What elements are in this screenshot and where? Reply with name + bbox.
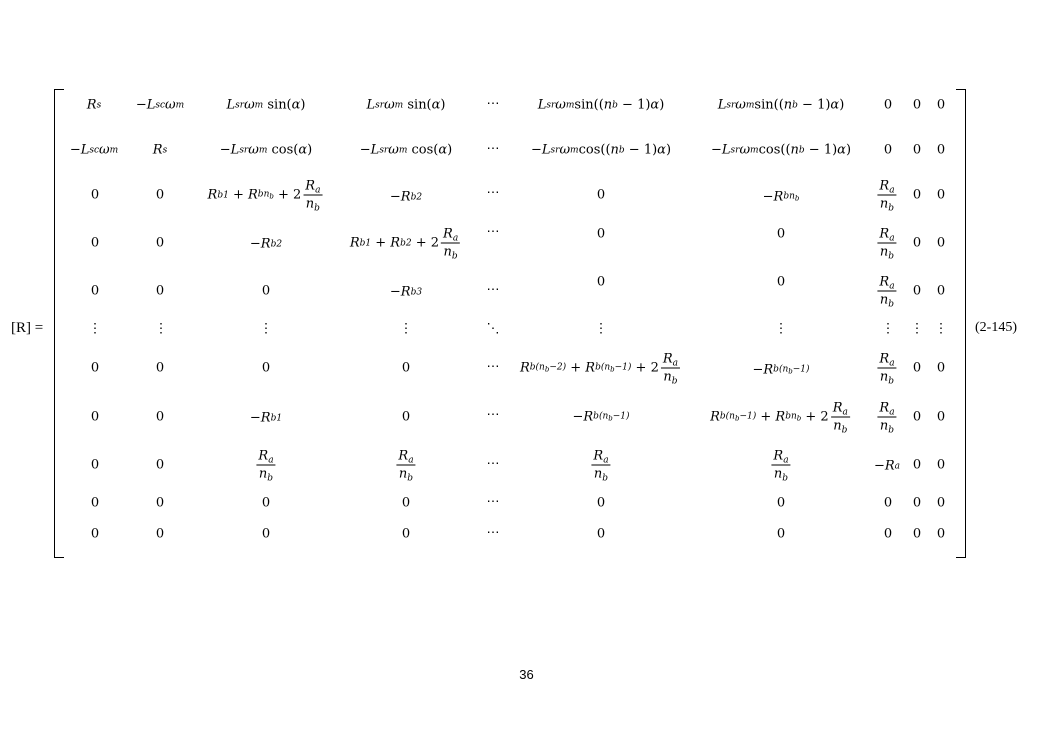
cell-r4-c7: 0 — [776, 226, 786, 242]
cell-r2-c5: ⋯ — [486, 141, 500, 157]
cell-r1-c6: L sr ω m sin(( n b − 1) α ) — [537, 97, 665, 113]
cell-r11-c1: 0 — [90, 526, 100, 542]
cell-r6-c10: ⋮ — [934, 321, 948, 337]
cell-r2-c1: − L sc ω m — [69, 142, 119, 158]
cell-r8-c8: $\frac{R_a}{n_b}$ — [879, 400, 895, 436]
matrix-label — [11, 320, 43, 337]
cell-r9-c5: ⋯ — [486, 456, 500, 472]
cell-r6-c3: ⋮ — [259, 321, 273, 337]
cell-r10-c1: 0 — [90, 495, 100, 511]
cell-r4-c3: − R b2 — [249, 236, 283, 252]
cell-r1-c1: R s — [86, 97, 102, 113]
cell-r4-c4: R b1 + R b2 + 2 $\frac{R_a}{n_b}$ — [349, 226, 459, 262]
cell-r10-c9: 0 — [912, 495, 922, 511]
lhs-text: [R] = — [11, 320, 44, 336]
cell-r6-c6: ⋮ — [594, 321, 608, 337]
cell-r1-c7: L sr ω m sin(( n b − 1) α ) — [717, 97, 845, 113]
cell-r2-c7: − L sr ω m cos(( n b − 1) α ) — [710, 142, 852, 158]
cell-r11-c8: 0 — [883, 526, 893, 542]
cell-r7-c8: $\frac{R_a}{n_b}$ — [879, 351, 895, 387]
cell-r3-c8: $\frac{R_a}{n_b}$ — [879, 178, 895, 214]
cell-r2-c3: − L sr ω m cos( α ) — [219, 142, 313, 158]
cell-r5-c8: $\frac{R_a}{n_b}$ — [879, 274, 895, 310]
cell-r2-c10: 0 — [936, 142, 946, 158]
cell-r8-c2: 0 — [155, 409, 165, 425]
cell-r8-c7: R $b(n_b-1)$ + R $bn_b$ + 2 $\frac{R_a}{n_b}$ — [710, 400, 848, 436]
cell-r4-c1: 0 — [90, 235, 100, 251]
cell-r1-c9: 0 — [912, 97, 922, 113]
cell-r8-c9: 0 — [912, 409, 922, 425]
cell-r8-c6: − R $b(n_b-1)$ — [572, 409, 630, 425]
cell-r10-c8: 0 — [883, 495, 893, 511]
cell-r5-c1: 0 — [90, 283, 100, 299]
cell-r5-c9: 0 — [912, 283, 922, 299]
cell-r9-c2: 0 — [155, 457, 165, 473]
cell-r11-c7: 0 — [776, 526, 786, 542]
cell-r6-c8: ⋮ — [881, 321, 895, 337]
page-number: 36 — [519, 667, 534, 682]
cell-r6-c7: ⋮ — [774, 321, 788, 337]
cell-r6-c2: ⋮ — [154, 321, 168, 337]
cell-r2-c9: 0 — [912, 142, 922, 158]
cell-r3-c6: 0 — [596, 187, 606, 203]
cell-r3-c4: − R b2 — [389, 189, 423, 205]
cell-r10-c2: 0 — [155, 495, 165, 511]
cell-r11-c3: 0 — [261, 526, 271, 542]
cell-r9-c4: $\frac{R_a}{n_b}$ — [398, 448, 414, 484]
cell-r8-c5: ⋯ — [486, 407, 500, 423]
cell-r10-c6: 0 — [596, 495, 606, 511]
cell-r9-c7: $\frac{R_a}{n_b}$ — [773, 448, 789, 484]
cell-r6-c1: ⋮ — [88, 321, 102, 337]
cell-r7-c6: R $b(n_b-2)$ + R $b(n_b-1)$ + 2 $\frac{R_a}{n_b}$ — [519, 351, 679, 387]
cell-r5-c4: − R b3 — [389, 284, 423, 300]
cell-r11-c4: 0 — [401, 526, 411, 542]
cell-r2-c8: 0 — [883, 142, 893, 158]
cell-r4-c6: 0 — [596, 226, 606, 242]
cell-r8-c1: 0 — [90, 409, 100, 425]
cell-r9-c6: $\frac{R_a}{n_b}$ — [593, 448, 609, 484]
cell-r4-c2: 0 — [155, 235, 165, 251]
cell-r9-c9: 0 — [912, 457, 922, 473]
cell-r11-c5: ⋯ — [486, 525, 500, 541]
cell-r3-c7: − R $bn_b$ — [762, 189, 800, 205]
cell-r5-c3: 0 — [261, 283, 271, 299]
cell-r1-c2: − L sc ω m — [135, 97, 185, 113]
cell-r11-c6: 0 — [596, 526, 606, 542]
cell-r4-c10: 0 — [936, 235, 946, 251]
cell-r10-c10: 0 — [936, 495, 946, 511]
cell-r9-c8: − R a — [873, 458, 901, 474]
cell-r7-c7: − R $b(n_b-1)$ — [752, 362, 810, 378]
cell-r7-c4: 0 — [401, 360, 411, 376]
cell-r11-c10: 0 — [936, 526, 946, 542]
cell-r6-c4: ⋮ — [399, 321, 413, 337]
cell-r8-c3: − R b1 — [249, 410, 283, 426]
cell-r3-c3: R b1 + R $bn_b$ + 2 $\frac{R_a}{n_b}$ — [207, 178, 321, 214]
cell-r7-c2: 0 — [155, 360, 165, 376]
cell-r3-c9: 0 — [912, 187, 922, 203]
cell-r9-c1: 0 — [90, 457, 100, 473]
cell-r10-c7: 0 — [776, 495, 786, 511]
cell-r9-c10: 0 — [936, 457, 946, 473]
cell-r5-c10: 0 — [936, 283, 946, 299]
cell-r1-c10: 0 — [936, 97, 946, 113]
cell-r8-c10: 0 — [936, 409, 946, 425]
cell-r11-c9: 0 — [912, 526, 922, 542]
cell-r1-c8: 0 — [883, 97, 893, 113]
cell-r3-c2: 0 — [155, 187, 165, 203]
cell-r4-c9: 0 — [912, 235, 922, 251]
cell-r3-c1: 0 — [90, 187, 100, 203]
cell-r7-c1: 0 — [90, 360, 100, 376]
cell-r1-c5: ⋯ — [486, 96, 500, 112]
cell-r2-c6: − L sr ω m cos(( n b − 1) α ) — [530, 142, 672, 158]
cell-r4-c5: ⋯ — [486, 224, 500, 240]
cell-r5-c5: ⋯ — [486, 282, 500, 298]
cell-r10-c5: ⋯ — [486, 494, 500, 510]
cell-r9-c3: $\frac{R_a}{n_b}$ — [258, 448, 274, 484]
cell-r3-c5: ⋯ — [486, 185, 500, 201]
cell-r1-c4: L sr ω m sin( α ) — [366, 97, 446, 113]
cell-r2-c2: R s — [152, 142, 168, 158]
cell-r7-c10: 0 — [936, 360, 946, 376]
cell-r6-c9: ⋮ — [910, 321, 924, 337]
cell-r10-c3: 0 — [261, 495, 271, 511]
cell-r6-c5: ⋱ — [486, 321, 500, 337]
cell-r5-c7: 0 — [776, 274, 786, 290]
cell-r7-c5: ⋯ — [486, 359, 500, 375]
left-bracket — [54, 89, 64, 558]
equation-number: (2-145) — [975, 320, 1017, 335]
cell-r8-c4: 0 — [401, 409, 411, 425]
cell-r5-c2: 0 — [155, 283, 165, 299]
cell-r1-c3: L sr ω m sin( α ) — [226, 97, 306, 113]
cell-r11-c2: 0 — [155, 526, 165, 542]
cell-r7-c3: 0 — [261, 360, 271, 376]
cell-r5-c6: 0 — [596, 274, 606, 290]
cell-r2-c4: − L sr ω m cos( α ) — [359, 142, 453, 158]
cell-r7-c9: 0 — [912, 360, 922, 376]
right-bracket — [956, 89, 966, 558]
cell-r4-c8: $\frac{R_a}{n_b}$ — [879, 226, 895, 262]
cell-r3-c10: 0 — [936, 187, 946, 203]
cell-r10-c4: 0 — [401, 495, 411, 511]
